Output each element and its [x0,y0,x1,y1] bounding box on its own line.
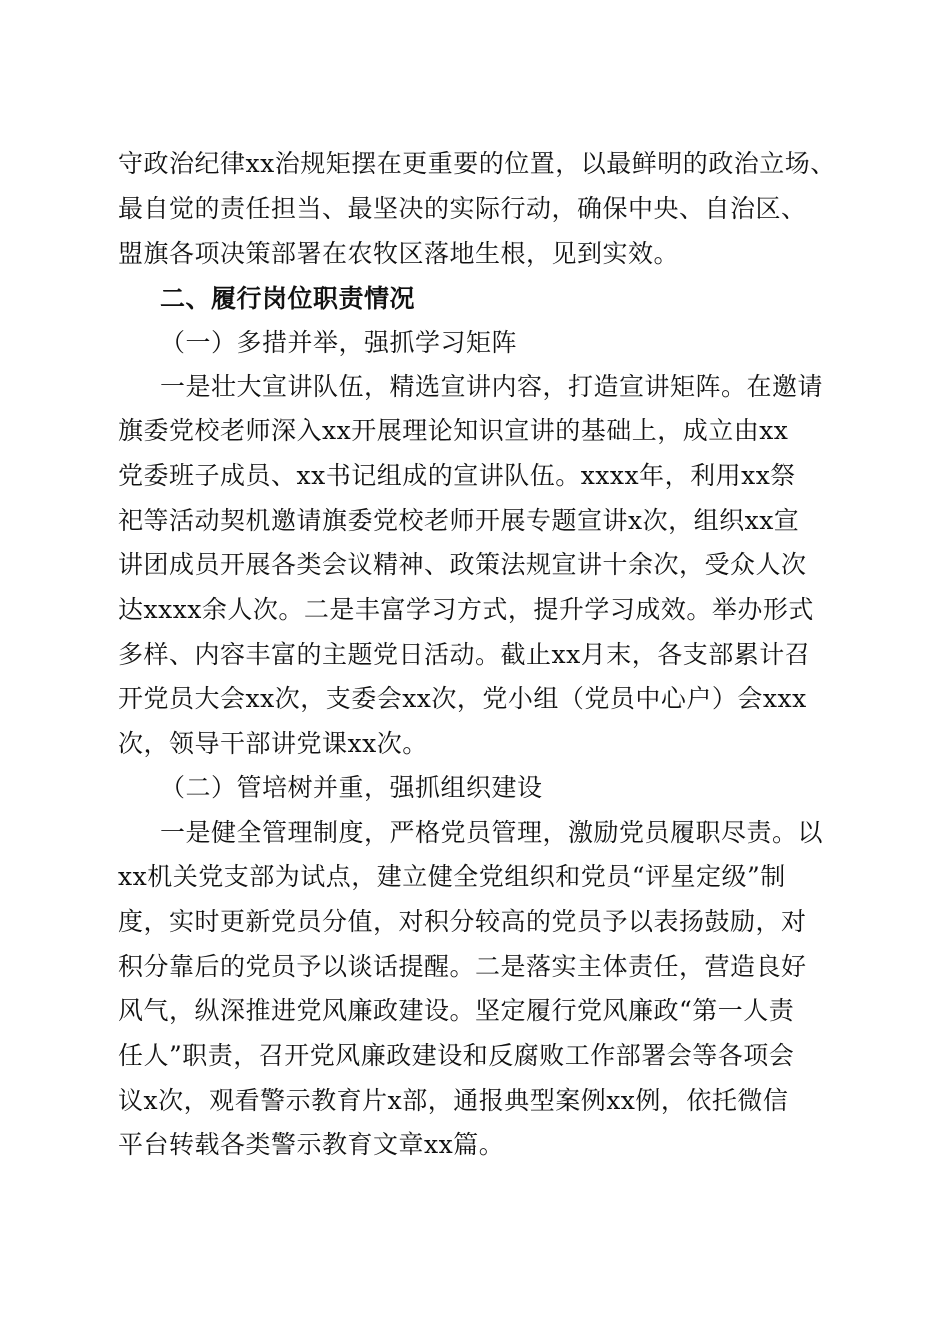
section-heading: 二、履行岗位职责情况 [160,284,416,313]
paragraph-line: xx机关党支部为试点，建立健全党组织和党员“评星定级”制 [118,862,786,891]
paragraph-line: 任人”职责，召开党风廉政建设和反腐败工作部署会等各项会 [118,1041,795,1070]
paragraph-line: 多样、内容丰富的主题党日活动。截止xx月末，各支部累计召 [118,640,811,669]
paragraph-line: 守政治纪律xx治规矩摆在更重要的位置，以最鲜明的政治立场、 [118,149,836,178]
paragraph-line: 次，领导干部讲党课xx次。 [118,729,428,758]
paragraph-line: 一是壮大宣讲队伍，精选宣讲内容，打造宣讲矩阵。在邀请 [160,372,824,401]
paragraph-line: 旗委党校老师深入xx开展理论知识宣讲的基础上，成立由xx [118,416,789,445]
paragraph-line: 党委班子成员、xx书记组成的宣讲队伍。xxxx年，利用xx祭 [118,461,796,490]
paragraph-line: 风气，纵深推进党风廉政建设。坚定履行党风廉政“第一人责 [118,996,795,1025]
paragraph-line: 议x次，观看警示教育片x部，通报典型案例xx例，依托微信 [118,1086,789,1115]
paragraph-line: 开党员大会xx次，支委会xx次，党小组（党员中心户）会xxx [118,684,807,713]
subsection-heading: （一）多措并举，强抓学习矩阵 [160,328,518,357]
paragraph-line: 最自觉的责任担当、最坚决的实际行动，确保中央、自治区、 [118,194,807,223]
paragraph-line: 盟旗各项决策部署在农牧区落地生根，见到实效。 [118,239,680,268]
paragraph-line: 讲团成员开展各类会议精神、政策法规宣讲十余次，受众人次 [118,550,807,579]
subsection-heading: （二）管培树并重，强抓组织建设 [160,773,543,802]
paragraph-line: 祀等活动契机邀请旗委党校老师开展专题宣讲x次，组织xx宣 [118,506,800,535]
paragraph-line: 平台转载各类警示教育文章xx篇。 [118,1130,505,1159]
paragraph-line: 积分靠后的党员予以谈话提醒。二是落实主体责任，营造良好 [118,952,807,981]
paragraph-line: 达xxxx余人次。二是丰富学习方式，提升学习成效。举办形式 [118,595,814,624]
paragraph-line: 度，实时更新党员分值，对积分较高的党员予以表扬鼓励，对 [118,907,807,936]
paragraph-line: 一是健全管理制度，严格党员管理，激励党员履职尽责。以 [160,818,824,847]
